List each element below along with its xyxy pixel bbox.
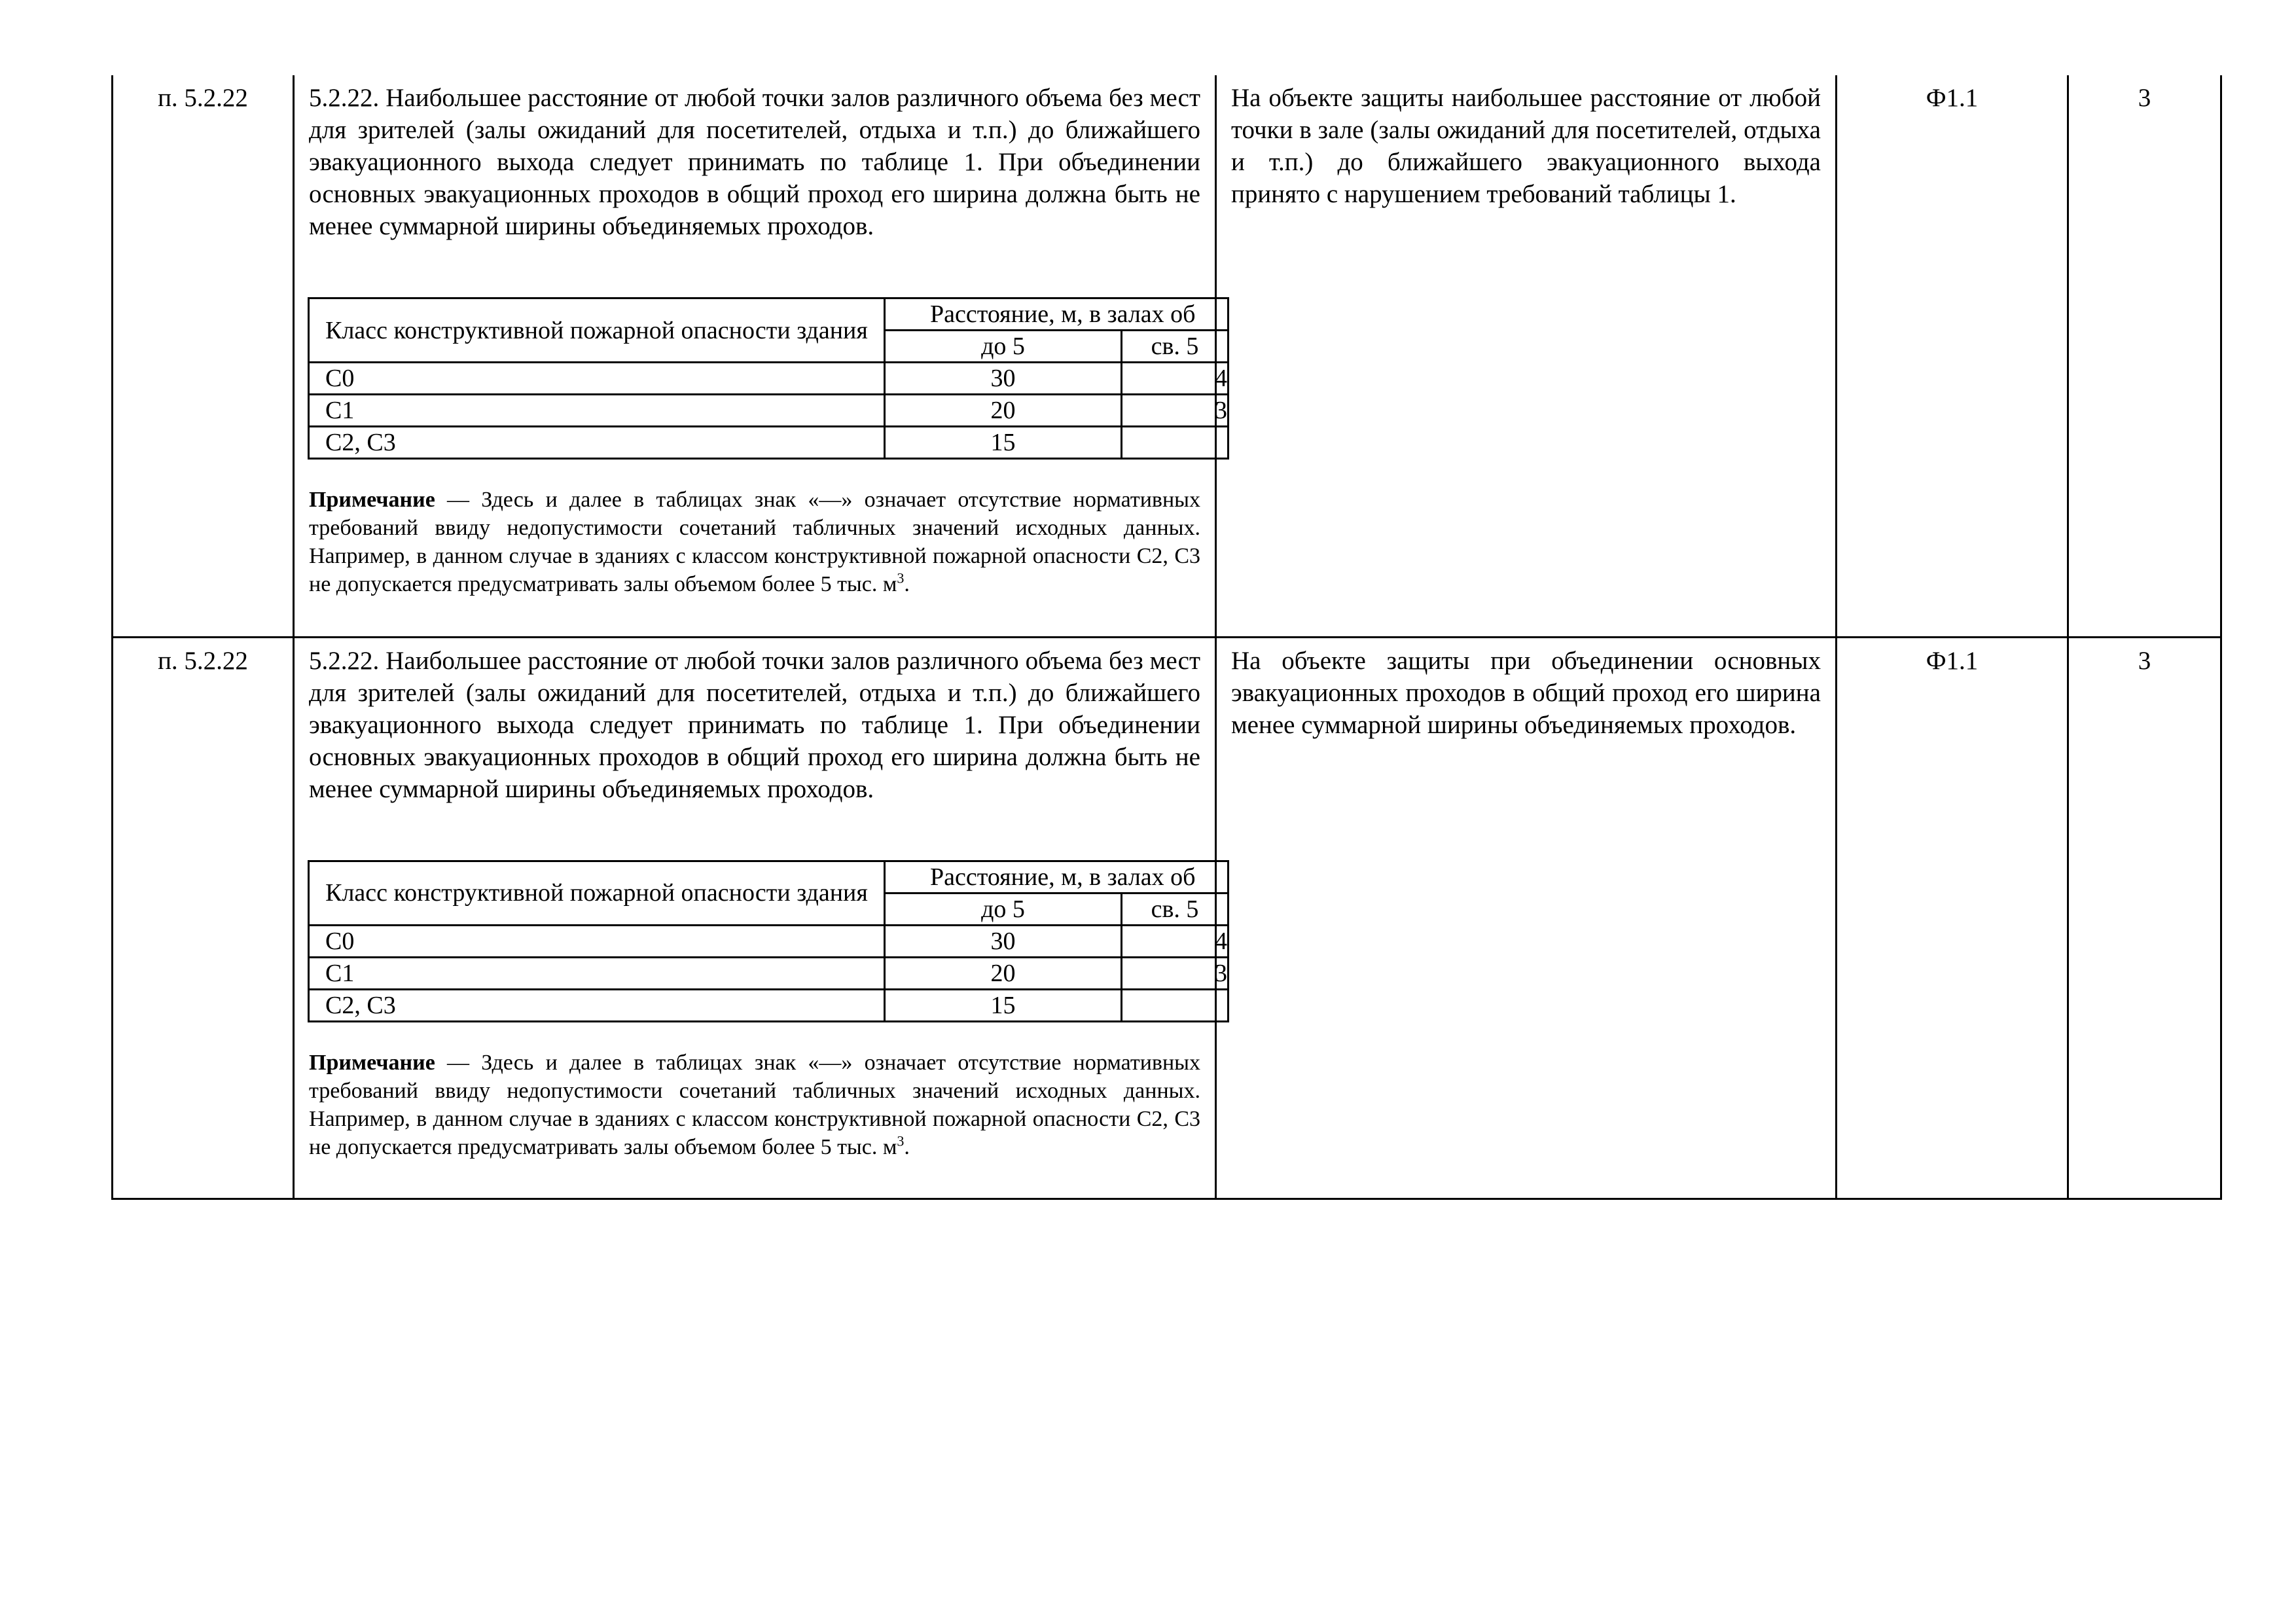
subheader-over-5: св. 5 (1122, 331, 1229, 363)
class-c2-c3: С2, С3 (309, 427, 885, 459)
note-label: Примечание (309, 488, 435, 512)
value-cell: 20 (885, 957, 1122, 989)
table-row (113, 637, 2221, 1199)
value-cell (2068, 637, 2221, 1199)
subheader-up-to-5: до 5 (885, 893, 1122, 925)
value-cell: 15 (885, 989, 1122, 1021)
count-value: 3 (2138, 84, 2151, 112)
header-distance: Расстояние, м, в залах об (885, 298, 1229, 331)
note-label: Примечание (309, 1050, 435, 1075)
violation-text: На объекте защиты наибольшее расстояние от любой точки в зале (залы ожиданий для посетителей, отдыха и т.п.) до ближайшего эвакуационного выхода принято с нарушением требований таблицы 1. (1231, 84, 1821, 208)
note-superscript: 3 (897, 1132, 905, 1149)
distance-table (308, 860, 1229, 1022)
value-cell: 30 (885, 925, 1122, 957)
count-value: 3 (2138, 646, 2151, 675)
requirement-cell (294, 637, 1227, 1199)
note-text: — Здесь и далее в таблицах знак «—» означает отсутствие нормативных требований ввиду недопустимости сочетаний табличных значений исходных данных. Например, в данном случае в зданиях с классом конструктивной пожарной опасности С2, С3 не допускается предусматривать залы объемом более 5 тыс. м (309, 488, 1200, 596)
value-cell: 3 (1122, 957, 1229, 989)
header-class: Класс конструктивной пожарной опасности здания (309, 298, 885, 363)
value-cell: 4 (1122, 363, 1229, 395)
clause-ref (113, 637, 294, 1199)
value-cell (1122, 427, 1229, 459)
note-superscript: 3 (897, 569, 905, 586)
clause-ref-text: п. 5.2.22 (158, 646, 248, 675)
class-c0: С0 (309, 925, 885, 957)
note-text: — Здесь и далее в таблицах знак «—» означает отсутствие нормативных требований ввиду недопустимости сочетаний табличных значений исходных данных. Например, в данном случае в зданиях с классом конструктивной пожарной опасности С2, С3 не допускается предусматривать залы объемом более 5 тыс. м (309, 1050, 1200, 1159)
table-row (113, 75, 2221, 637)
distance-table (308, 297, 1229, 460)
violation-text: На объекте защиты при объединении основных эвакуационных проходов в общий проход его ширина менее суммарной ширины объединяемых проходов. (1231, 646, 1821, 739)
class-c1: С1 (309, 957, 885, 989)
subheader-over-5: св. 5 (1122, 893, 1229, 925)
requirement-text: 5.2.22. Наибольшее расстояние от любой точки залов различного объема без мест для зрителей (залы ожиданий для посетителей, отдыха и т.п.) до ближайшего эвакуационного выхода следует принимать по таблице 1. При объединении основных эвакуационных проходов в общий проход его ширина должна быть не менее суммарной ширины объединяемых проходов. (309, 84, 1200, 240)
class-cell (1837, 637, 2068, 1199)
value-cell: 3 (1122, 395, 1229, 427)
class-c2-c3: С2, С3 (309, 989, 885, 1021)
class-cell (1837, 75, 2068, 637)
clause-ref-text: п. 5.2.22 (158, 84, 248, 112)
class-c0: С0 (309, 363, 885, 395)
value-cell: 4 (1122, 925, 1229, 957)
requirements-table (111, 75, 2222, 1200)
distance-table-wrap (308, 297, 1227, 460)
functional-class: Ф1.1 (1926, 646, 1979, 675)
table-note (309, 486, 1200, 598)
requirement-cell (294, 75, 1227, 637)
header-distance: Расстояние, м, в залах об (885, 861, 1229, 893)
functional-class: Ф1.1 (1926, 84, 1979, 112)
violation-cell (1216, 75, 1837, 637)
table-note (309, 1049, 1200, 1161)
note-end: . (904, 1134, 910, 1159)
value-cell (2068, 75, 2221, 637)
violation-cell (1216, 637, 1837, 1199)
value-cell: 30 (885, 363, 1122, 395)
value-cell: 15 (885, 427, 1122, 459)
value-cell: 20 (885, 395, 1122, 427)
header-class: Класс конструктивной пожарной опасности здания (309, 861, 885, 925)
clause-ref (113, 75, 294, 637)
value-cell (1122, 989, 1229, 1021)
class-c1: С1 (309, 395, 885, 427)
distance-table-wrap (308, 860, 1227, 1022)
note-end: . (904, 572, 910, 596)
subheader-up-to-5: до 5 (885, 331, 1122, 363)
requirement-text: 5.2.22. Наибольшее расстояние от любой точки залов различного объема без мест для зрителей (залы ожиданий для посетителей, отдыха и т.п.) до ближайшего эвакуационного выхода следует принимать по таблице 1. При объединении основных эвакуационных проходов в общий проход его ширина должна быть не менее суммарной ширины объединяемых проходов. (309, 646, 1200, 803)
